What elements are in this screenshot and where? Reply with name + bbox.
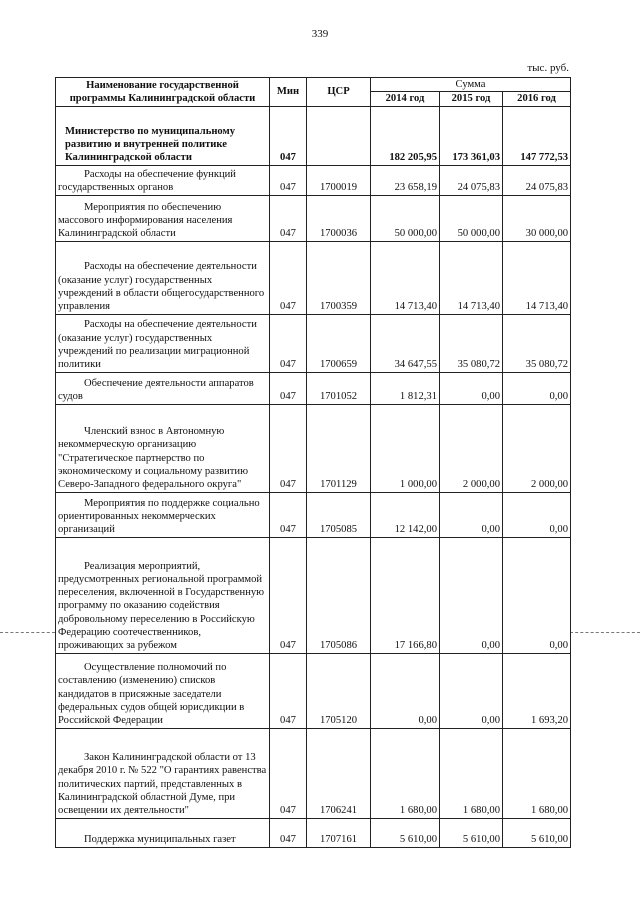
- row-2016: 35 080,72: [503, 314, 571, 372]
- row-name: Обеспечение деятельности аппаратов судов: [56, 372, 270, 404]
- row-2014: 0,00: [371, 653, 440, 728]
- row-2015: 14 713,40: [440, 241, 503, 314]
- row-min: 047: [270, 241, 307, 314]
- row-2014: 1 680,00: [371, 728, 440, 818]
- row-name: Расходы на обеспечение деятельности (оказание услуг) государственных учреждений по реализации миграционной политики: [56, 314, 270, 372]
- row-2016: 14 713,40: [503, 241, 571, 314]
- row-name: Членский взнос в Автономную некоммерческую организацию "Стратегическое партнерство по экономическому и социальному развитию Северо-Западного федерального округа": [56, 404, 270, 492]
- row-2016: 24 075,83: [503, 165, 571, 195]
- row-min: 047: [270, 818, 307, 847]
- table-row: [56, 372, 571, 404]
- scan-line: [0, 632, 55, 633]
- row-name: Поддержка муниципальных газет: [56, 818, 270, 847]
- table-row: [56, 314, 571, 372]
- row-csr: 1705120: [307, 653, 371, 728]
- row-min: 047: [270, 728, 307, 818]
- row-2015: 2 000,00: [440, 404, 503, 492]
- row-2014: 17 166,80: [371, 537, 440, 653]
- row-name: Министерство по муниципальному развитию и внутренней политике Калининградской области: [56, 106, 270, 165]
- row-csr: 1706241: [307, 728, 371, 818]
- units-label: тыс. руб.: [527, 62, 569, 74]
- row-2016: 0,00: [503, 372, 571, 404]
- row-min: 047: [270, 314, 307, 372]
- table-row: [56, 653, 571, 728]
- row-min: 047: [270, 372, 307, 404]
- table-row: [56, 241, 571, 314]
- row-name: Закон Калининградской области от 13 декабря 2010 г. № 522 "О гарантиях равенства политических партий, представленных в Калининградской областной Думе, при освещении их деятельности": [56, 728, 270, 818]
- row-2015: 5 610,00: [440, 818, 503, 847]
- row-min: 047: [270, 653, 307, 728]
- row-csr: 1705085: [307, 492, 371, 537]
- row-2016: 1 693,20: [503, 653, 571, 728]
- row-name: Мероприятия по обеспечению массового информирования населения Калининградской области: [56, 195, 270, 241]
- row-csr: 1701052: [307, 372, 371, 404]
- row-csr: 1700036: [307, 195, 371, 241]
- row-2014: 182 205,95: [371, 106, 440, 165]
- row-min: 047: [270, 537, 307, 653]
- row-csr: [307, 106, 371, 165]
- header-sum: Сумма: [371, 78, 571, 92]
- row-name: Реализация мероприятий, предусмотренных региональной программой переселения, включенной в Государственную программу по оказанию содействия добровольному переселению в Российскую Федерацию соотечественников, проживающих за рубежом: [56, 537, 270, 653]
- table-row: [56, 195, 571, 241]
- row-2016: 1 680,00: [503, 728, 571, 818]
- budget-table: [55, 77, 571, 848]
- row-2014: 34 647,55: [371, 314, 440, 372]
- table-row: [56, 537, 571, 653]
- row-2016: 30 000,00: [503, 195, 571, 241]
- row-2015: 0,00: [440, 653, 503, 728]
- row-name: Мероприятия по поддержке социально ориентированных некоммерческих организаций: [56, 492, 270, 537]
- row-csr: 1707161: [307, 818, 371, 847]
- row-2014: 1 812,31: [371, 372, 440, 404]
- header-year-2016: 2016 год: [503, 92, 571, 106]
- row-2014: 50 000,00: [371, 195, 440, 241]
- row-2015: 0,00: [440, 537, 503, 653]
- table-row: [56, 728, 571, 818]
- page-number: 339: [311, 28, 329, 40]
- row-csr: 1701129: [307, 404, 371, 492]
- row-2015: 0,00: [440, 372, 503, 404]
- row-2014: 14 713,40: [371, 241, 440, 314]
- row-2016: 5 610,00: [503, 818, 571, 847]
- row-2015: 173 361,03: [440, 106, 503, 165]
- row-2015: 50 000,00: [440, 195, 503, 241]
- row-csr: 1700359: [307, 241, 371, 314]
- row-2016: 2 000,00: [503, 404, 571, 492]
- table-row: [56, 404, 571, 492]
- row-2015: 0,00: [440, 492, 503, 537]
- row-csr: 1700019: [307, 165, 371, 195]
- row-min: 047: [270, 195, 307, 241]
- row-name: Расходы на обеспечение деятельности (оказание услуг) государственных учреждений в области общегосударственного управления: [56, 241, 270, 314]
- row-min: 047: [270, 492, 307, 537]
- row-2014: 12 142,00: [371, 492, 440, 537]
- row-2015: 24 075,83: [440, 165, 503, 195]
- row-min: 047: [270, 404, 307, 492]
- row-csr: 1705086: [307, 537, 371, 653]
- table-row: [56, 106, 571, 165]
- row-name: Осуществление полномочий по составлению (изменению) списков кандидатов в присяжные заседатели федеральных судов общей юрисдикции в Российской Федерации: [56, 653, 270, 728]
- row-2016: 0,00: [503, 537, 571, 653]
- row-2014: 1 000,00: [371, 404, 440, 492]
- row-csr: 1700659: [307, 314, 371, 372]
- row-min: 047: [270, 106, 307, 165]
- header-name: Наименование государственной программы Калининградской области: [56, 78, 270, 107]
- row-min: 047: [270, 165, 307, 195]
- header-csr: ЦСР: [307, 78, 371, 107]
- row-2014: 23 658,19: [371, 165, 440, 195]
- header-min: Мин: [270, 78, 307, 107]
- scan-line: [570, 632, 640, 633]
- row-2014: 5 610,00: [371, 818, 440, 847]
- row-2016: 0,00: [503, 492, 571, 537]
- row-name: Расходы на обеспечение функций государственных органов: [56, 165, 270, 195]
- table-row: [56, 818, 571, 847]
- table-row: [56, 165, 571, 195]
- header-year-2014: 2014 год: [371, 92, 440, 106]
- row-2016: 147 772,53: [503, 106, 571, 165]
- header-year-2015: 2015 год: [440, 92, 503, 106]
- row-2015: 1 680,00: [440, 728, 503, 818]
- row-2015: 35 080,72: [440, 314, 503, 372]
- table-row: [56, 492, 571, 537]
